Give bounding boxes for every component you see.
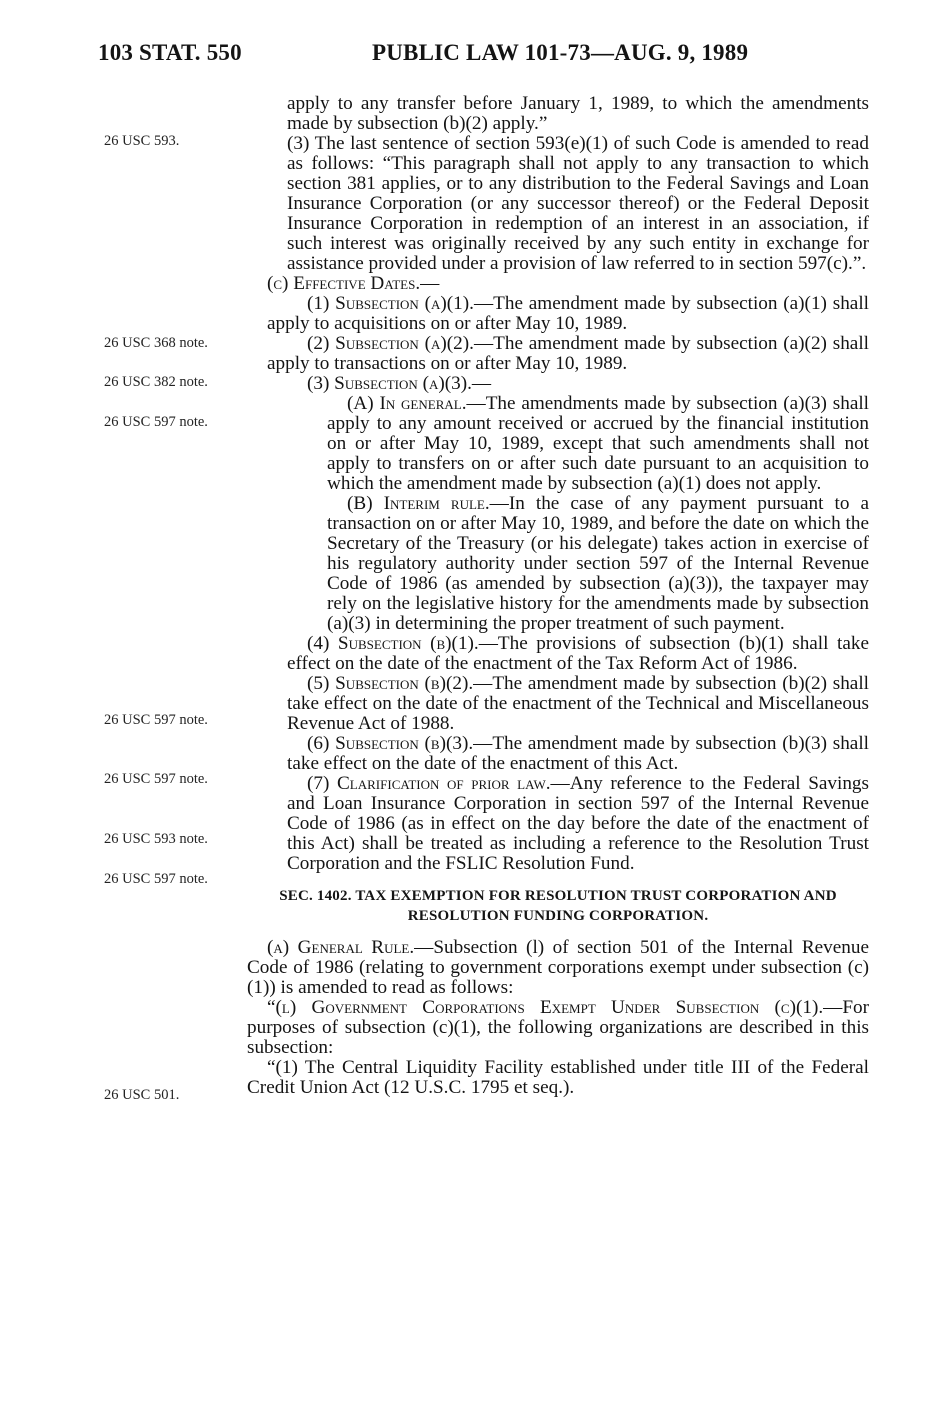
- c3B-body: In the case of any payment pursuant to a transaction on or after May 10, 1989, and before the date on which the Secretary of the Treasury (or his delegate) takes action in exercise of his regulatory authority under section 597 of the Internal Revenue Code of 1986 (as amended by subsection (a)(3)), the taxpayer may rely on the legislative history for the amendments made by subsection (a)(3) in determining the proper treatment of such payment.: [327, 493, 869, 634]
- subsection-c-heading: (c) Effective Dates.—: [267, 273, 440, 294]
- margin-note: 26 USC 597 note.: [104, 771, 208, 787]
- paragraph-a: [247, 938, 869, 998]
- c3B-heading: (B) Interim rule.—: [347, 493, 509, 514]
- c7-body: Any reference to the Federal Savings and Loan Insurance Corporation in section 597 of the Internal Revenue Code of 1986 (as in effect on the day before the date of the enactment of this Act) shall be treated as including a reference to the Resolution Trust Corporation and the FSLIC Resolution Fund.: [287, 773, 869, 874]
- statute-body: [247, 94, 869, 1098]
- paragraph-c5: [247, 674, 869, 734]
- margin-note: 26 USC 368 note.: [104, 335, 208, 351]
- running-head: PUBLIC LAW 101-73—AUG. 9, 1989: [372, 40, 749, 65]
- c1-heading: (1) Subsection (a)(1).—: [307, 293, 494, 314]
- c7-heading: (7) Clarification of prior law.—: [307, 773, 570, 794]
- a-body: Subsection (l) of section 501 of the Internal Revenue Code of 1986 (relating to government corporations exempt under subsection (c)(1)) is amended to read as follows:: [247, 937, 869, 998]
- margin-note: 26 USC 501.: [104, 1087, 180, 1103]
- paragraph-l1: “(1) The Central Liquidity Facility established under title III of the Federal Credit Union Act (12 U.S.C. 1795 et seq.).: [247, 1057, 869, 1098]
- c4-body: The provisions of subsection (b)(1) shall take effect on the date of the enactment of the Tax Reform Act of 1986.: [287, 633, 869, 674]
- c6-heading: (6) Subsection (b)(3).—: [307, 733, 493, 754]
- paragraph-3: (3) The last sentence of section 593(e)(1) of such Code is amended to read as follows: “This paragraph shall not apply to any transaction to which section 381 applies, or to any distribution to the Federal Savings and Loan Insurance Corporation (or any successor thereof) or the Federal Deposit Insurance Corporation in redemption of an interest in an association, if such interest was originally received by any such entity in exchange for assistance provided under a provision of law referred to in section 597(c).”.: [287, 133, 869, 274]
- margin-note: 26 USC 597 note.: [104, 414, 208, 430]
- paragraph-continuation: apply to any transfer before January 1, 1989, to which the amendments made by subsection (b)(2) apply.”: [287, 93, 869, 134]
- c3A-heading: (A) In general.—: [347, 393, 486, 414]
- margin-note: 26 USC 382 note.: [104, 374, 208, 390]
- c4-heading: (4) Subsection (b)(1).—: [307, 633, 498, 654]
- margin-note: 26 USC 597 note.: [104, 871, 208, 887]
- paragraph-c6: [247, 734, 869, 774]
- c2-heading: (2) Subsection (a)(2).—: [307, 333, 494, 354]
- paragraph-l: [247, 998, 869, 1058]
- c3A-body: The amendments made by subsection (a)(3) shall apply to any amount received or accrued by the financial institution on or after May 10, 1989, except that such amendments shall not apply to transfers on or after such date pursuant to an acquisition to which the amendment made by subsection (a)(1) does not apply.: [327, 393, 869, 494]
- a-heading: (a) General Rule.—: [267, 937, 434, 958]
- margin-note: 26 USC 597 note.: [104, 712, 208, 728]
- c5-body: The amendment made by subsection (b)(2) shall take effect on the date of the enactment of the Technical and Miscellaneous Revenue Act of 1988.: [287, 673, 869, 734]
- c1-body: The amendment made by subsection (a)(1) shall apply to acquisitions on or after May 10, 1989.: [267, 293, 869, 334]
- paragraph-c2: [247, 334, 869, 374]
- paragraph-c3A: [247, 394, 869, 494]
- c6-body: The amendment made by subsection (b)(3) shall take effect on the date of the enactment of this Act.: [287, 733, 869, 774]
- c2-body: The amendment made by subsection (a)(2) shall apply to transactions on or after May 10, 1989.: [267, 333, 869, 374]
- l-heading: “(l) Government Corporations Exempt Under Subsection (c)(1).—: [267, 997, 843, 1018]
- c5-heading: (5) Subsection (b)(2).—: [307, 673, 493, 694]
- section-heading: SEC. 1402. TAX EXEMPTION FOR RESOLUTION TRUST CORPORATION AND RESOLUTION FUNDING CORPORATION.: [279, 888, 837, 924]
- paragraph-c4: [247, 634, 869, 674]
- paragraph-c7: [247, 774, 869, 874]
- paragraph-c3-heading: (3) Subsection (a)(3).—: [307, 373, 492, 394]
- margin-note: 26 USC 593.: [104, 133, 180, 149]
- l-body: For purposes of subsection (c)(1), the following organizations are described in this subsection:: [247, 997, 869, 1058]
- margin-note: 26 USC 593 note.: [104, 831, 208, 847]
- paragraph-c1: [247, 294, 869, 334]
- paragraph-c3B: [247, 494, 869, 634]
- page-number-header: 103 STAT. 550: [98, 40, 242, 65]
